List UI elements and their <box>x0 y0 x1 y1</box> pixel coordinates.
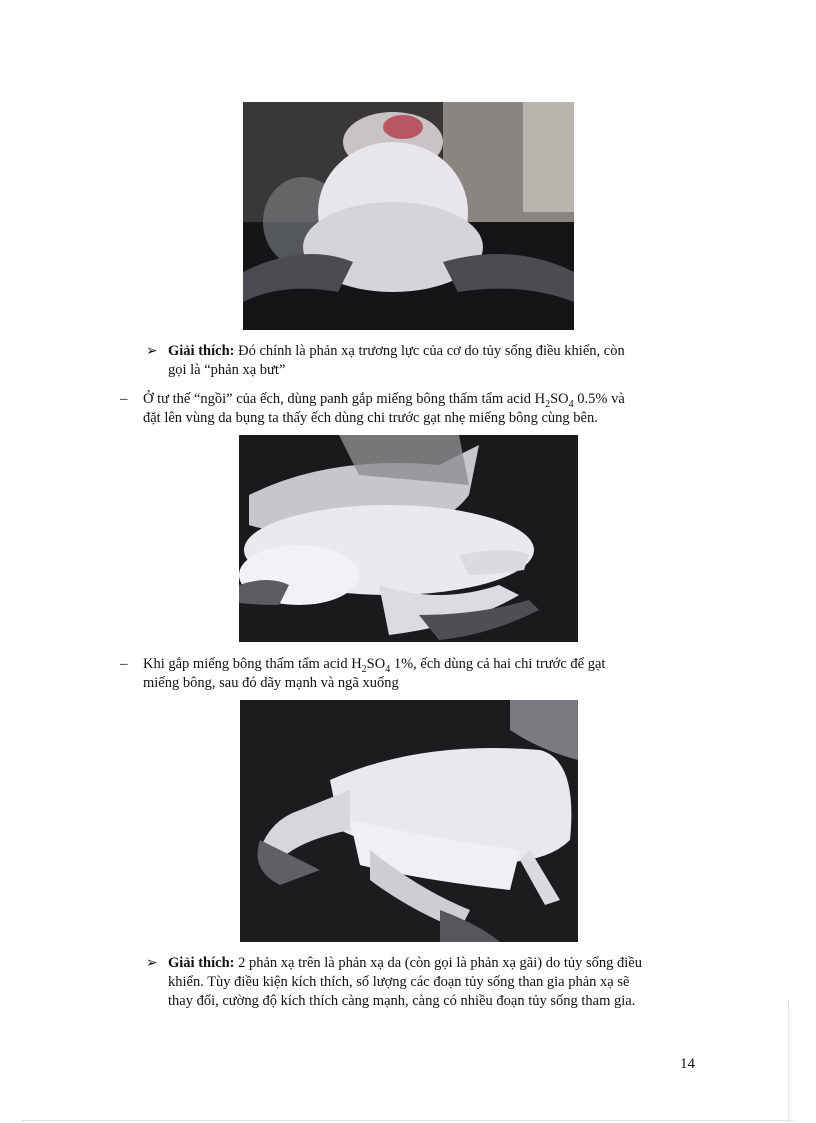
procedure-text-3c: 1%, ếch dùng cả hai chi trước để gạt <box>390 656 606 672</box>
explanation-paragraph-1 <box>168 342 688 380</box>
photo-frog-falling <box>240 700 578 942</box>
explanation-label-2: Giải thích: <box>168 955 235 971</box>
frog-sitting-image <box>243 102 574 330</box>
explanation-line-4 <box>168 973 693 992</box>
explanation-text-5: thay đổi, cường độ kích thích càng mạnh, càng có nhiều đoạn tủy sống tham gia. <box>168 993 636 1009</box>
procedure-text-4: miếng bông, sau đó dãy mạnh và ngã xuống <box>143 675 399 691</box>
procedure-text-3a: Khi gắp miếng bông thấm tẩm acid H <box>143 656 362 672</box>
procedure-paragraph-1 <box>143 390 703 428</box>
procedure-paragraph-2 <box>143 655 703 693</box>
sub-2: 2 <box>545 398 551 410</box>
explanation-text-3: 2 phản xạ trên là phản xạ da (còn gọi là phản xạ gãi) do tủy sống điều <box>234 955 642 971</box>
photo-frog-wiping <box>239 435 578 642</box>
procedure-line-1 <box>143 390 703 409</box>
procedure-text-1b: SO <box>550 391 569 407</box>
explanation-line-2 <box>168 361 688 380</box>
explanation-paragraph-2 <box>168 954 693 1011</box>
explanation-line-3 <box>168 954 693 973</box>
procedure-text-1c: 0.5% và <box>573 391 625 407</box>
frog-falling-image <box>240 700 578 942</box>
procedure-text-1a: Ở tư thế “ngồi” của ếch, dùng panh gắp miếng bông thấm tẩm acid H <box>143 391 546 407</box>
arrow-bullet-1: ➢ <box>146 343 158 359</box>
procedure-text-3b: SO <box>366 656 386 672</box>
explanation-text-2: gọi là “phản xạ bưt” <box>168 362 286 378</box>
sub-4b: 4 <box>385 663 391 675</box>
sub-2b: 2 <box>361 663 367 675</box>
procedure-text-2: đặt lên vùng da bụng ta thấy ếch dùng chi trước gạt nhẹ miếng bông cùng bên. <box>143 410 598 426</box>
explanation-text-1: Đó chính là phản xạ trương lực của cơ do tủy sống điều khiển, còn <box>234 343 625 359</box>
procedure-line-4 <box>143 674 703 693</box>
explanation-line-1 <box>168 342 688 361</box>
page-border-right <box>788 1000 789 1122</box>
arrow-bullet-2: ➢ <box>146 955 158 971</box>
explanation-label-1: Giải thích: <box>168 343 235 359</box>
photo-frog-sitting <box>243 102 574 330</box>
page-number: 14 <box>680 1056 695 1072</box>
page-border-bottom <box>22 1120 794 1121</box>
explanation-text-4: khiển. Tùy điều kiện kích thích, số lượng các đoạn tủy sống than gia phản xạ sẽ <box>168 974 630 990</box>
procedure-line-2 <box>143 409 703 428</box>
sub-4: 4 <box>568 398 574 410</box>
dash-bullet-2: – <box>120 656 128 672</box>
procedure-line-3 <box>143 655 703 674</box>
explanation-line-5 <box>168 992 693 1011</box>
dash-bullet-1: – <box>120 391 128 407</box>
frog-wiping-image <box>239 435 578 642</box>
